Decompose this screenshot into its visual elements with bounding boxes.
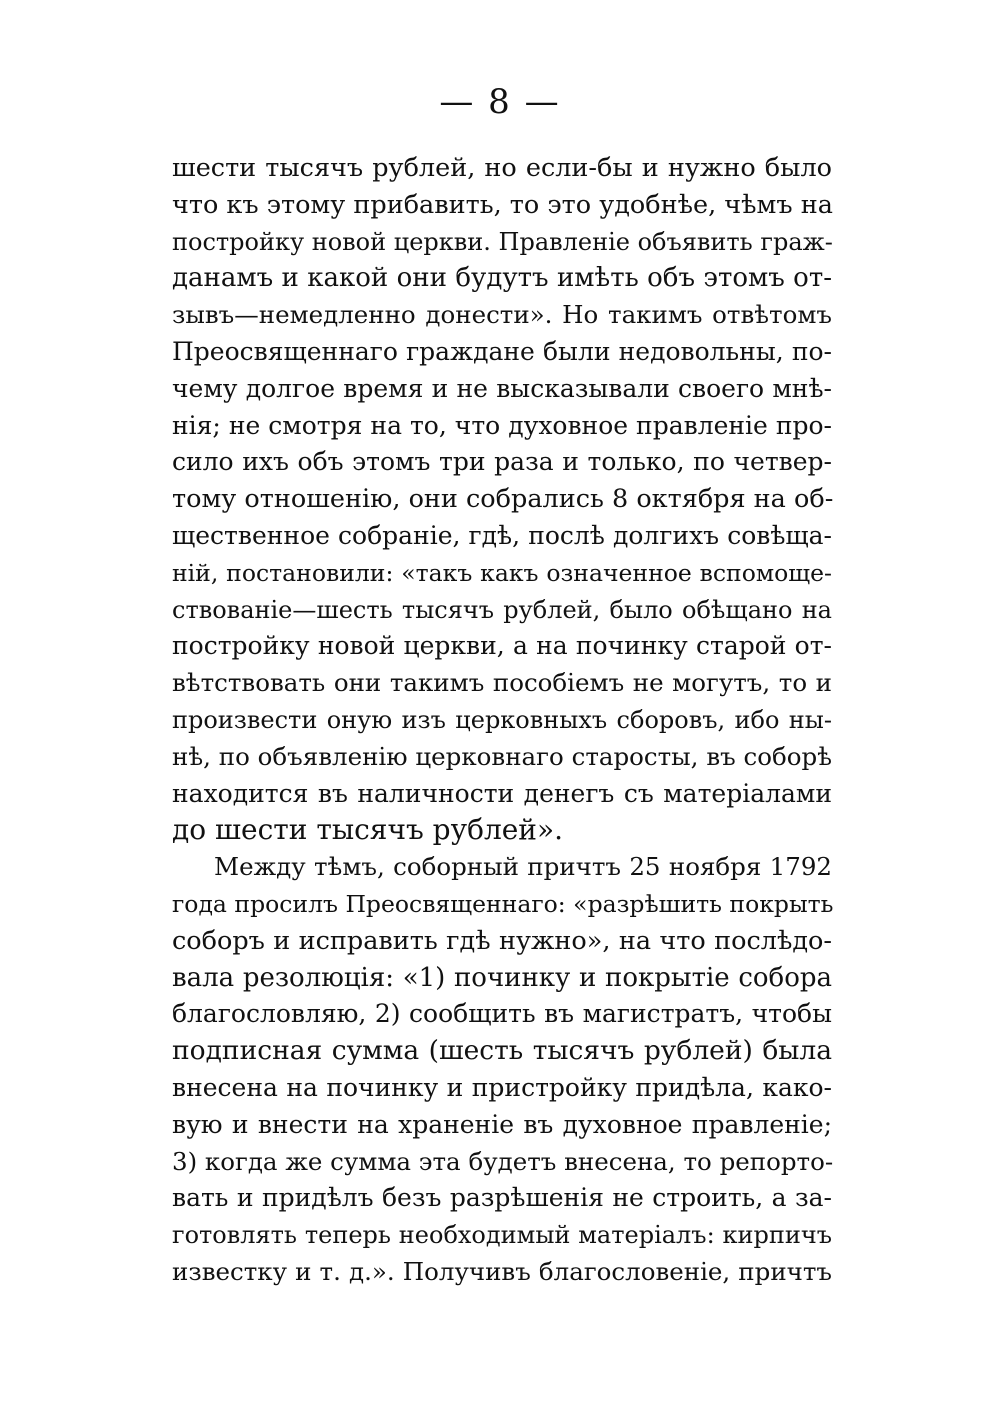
text-line: щественное собраніе, гдѣ, послѣ долгихъ совѣща- — [172, 520, 832, 550]
text-line: тому отношенію, они собрались 8 октября на об- — [172, 484, 834, 515]
paragraph-end-line: до шести тысячъ рублей». — [172, 813, 563, 847]
text-line: нія; не смотря на то, что духовное правленіе про- — [172, 410, 832, 440]
paragraph-start-line: Между тѣмъ, соборный причтъ 25 ноября 1792 — [214, 852, 832, 882]
text-line: вала резолюція: «1) починку и покрытіе собора — [172, 962, 832, 993]
text-line: внесена на починку и пристройку придѣла, како- — [172, 1072, 832, 1102]
text-line: вую и внести на храненіе въ духовное правленіе; — [172, 1109, 832, 1139]
text-line: зывъ—немедленно донести». Но такимъ отвѣтомъ — [172, 300, 832, 330]
text-line: соборъ и исправить гдѣ нужно», на что послѣдо- — [172, 925, 832, 956]
text-line: шести тысячъ рублей, но если-бы и нужно было — [172, 153, 832, 183]
text-line: произвести оную изъ церковныхъ сборовъ, ибо ны- — [172, 705, 832, 734]
text-line: нѣ, по объявленію церковнаго старосты, въ соборѣ — [172, 741, 832, 771]
text-line: года просилъ Преосвященнаго: «разрѣшить покрыть — [172, 889, 834, 918]
page-number: — 8 — — [439, 82, 561, 122]
text-line: 3) когда же сумма эта будетъ внесена, то репорто- — [172, 1146, 834, 1176]
text-line: готовлять теперь необходимый матеріалъ: кирпичъ — [172, 1221, 832, 1250]
text-line: что къ этому прибавить, то это удобнѣе, чѣмъ на — [172, 189, 833, 220]
text-line: вѣтствовать они такимъ пособіемъ не могутъ, то и — [172, 668, 832, 698]
text-line: благословляю, 2) сообщить въ магистратъ, чтобы — [172, 999, 832, 1029]
page-body — [172, 150, 832, 1291]
text-line: постройку новой церкви. Правленіе объявить граж- — [172, 227, 833, 256]
text-line: находится въ наличности денегъ съ матеріалами — [172, 778, 832, 808]
text-line: известку и т. д.». Получивъ благословеніе, причтъ — [172, 1256, 832, 1286]
text-line: чему долгое время и не высказывали своего мнѣ- — [172, 373, 832, 403]
text-line: сило ихъ объ этомъ три раза и только, по четвер- — [172, 447, 832, 477]
text-line: ствованіе—шесть тысячъ рублей, было обѣщано на — [172, 595, 832, 624]
text-line: подписная сумма (шесть тысячъ рублей) была — [172, 1035, 832, 1067]
text-line: ній, постановили: «такъ какъ означенное вспомоще- — [172, 558, 832, 587]
text-line: данамъ и какой они будутъ имѣть объ этомъ от- — [172, 263, 832, 294]
text-line: вать и придѣлъ безъ разрѣшенія не строить, а за- — [172, 1183, 832, 1213]
text-line: постройку новой церкви, а на починку старой от- — [172, 631, 832, 661]
text-line: Преосвященнаго граждане были недовольны, по- — [172, 336, 832, 366]
